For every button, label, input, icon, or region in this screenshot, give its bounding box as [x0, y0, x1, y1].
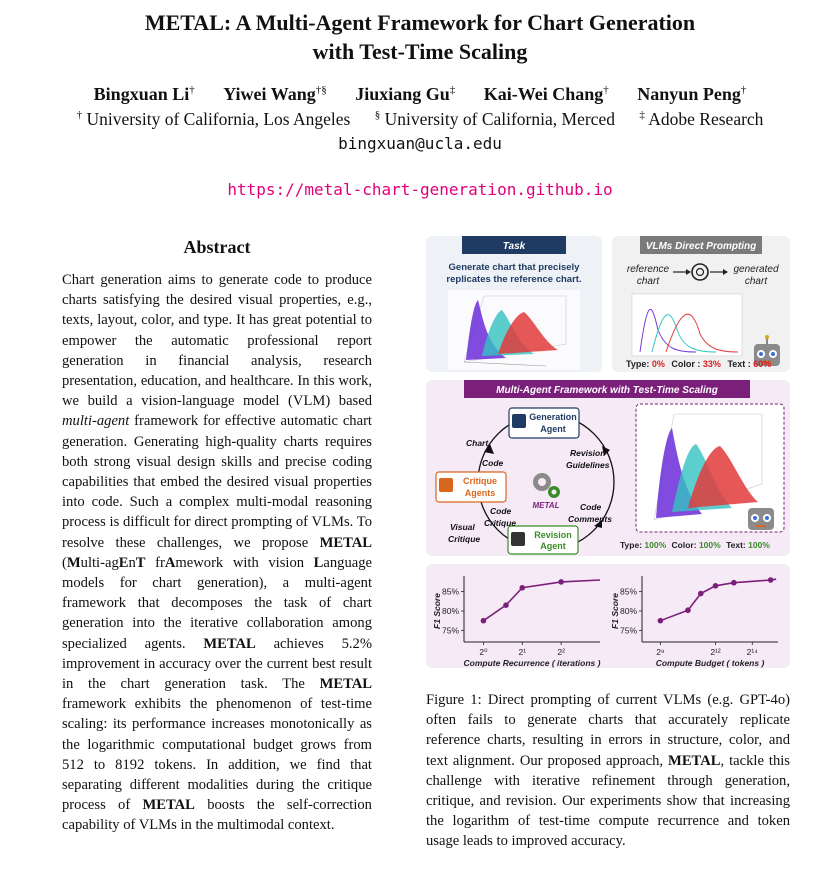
data-point [768, 577, 774, 583]
data-point [685, 607, 691, 613]
direct-label: VLMs Direct Prompting [645, 241, 757, 252]
revision-agent-robot-icon [511, 532, 525, 546]
generation-agent-robot-icon [512, 414, 526, 428]
title-line-2: with Test-Time Scaling [312, 39, 528, 64]
author: Jiuxiang Gu‡ [355, 84, 456, 104]
arrow-label-revision-guidelines-1: Revision [570, 448, 606, 458]
y-tick-label: 75% [441, 625, 459, 636]
generated-word: generated [733, 264, 779, 275]
arrow-label-code-comments-1: Code [580, 502, 602, 512]
x-tick-label: 2⁹ [656, 647, 665, 657]
affiliation: § University of California, Merced [374, 109, 615, 129]
metal-scores: Type: 100% Color: 100% Text: 100% [620, 540, 770, 550]
generation-agent-label-2: Agent [540, 424, 566, 434]
affiliation: † University of California, Los Angeles [76, 109, 351, 129]
data-point [558, 579, 564, 585]
generated-chart-image [632, 294, 742, 356]
framework-label: Multi-Agent Framework with Test-Time Scaling [496, 385, 718, 396]
x-tick-label: 2² [557, 647, 565, 657]
data-point [481, 618, 487, 624]
data-point [503, 602, 509, 608]
author-email[interactable]: bingxuan@ucla.edu [338, 134, 502, 153]
task-text-line1: Generate chart that precisely [448, 262, 580, 273]
y-tick-label: 80% [441, 606, 459, 616]
data-point [731, 580, 737, 586]
critique-agents-label-1: Critique [462, 476, 498, 486]
reference-chart-image [448, 290, 580, 370]
revision-agent-label-2: Agent [540, 541, 566, 551]
y-tick-label: 80% [619, 606, 637, 616]
author: Nanyun Peng† [637, 84, 747, 104]
author: Yiwei Wang†§ [223, 84, 327, 104]
title-line-1: : A Multi-Agent Framework for Chart Generation [223, 10, 696, 35]
y-tick-label: 85% [619, 586, 637, 597]
arrow-label-code-critique-2: Critique [484, 518, 517, 528]
robot-icon-2 [748, 508, 774, 530]
arrow-label-code: Code [482, 458, 504, 468]
critique-agent-robot-icon [439, 478, 453, 492]
data-point [698, 591, 704, 597]
x-tick-label: 2¹² [710, 647, 721, 657]
y-axis-label: F1 Score [610, 593, 620, 629]
generation-agent-label-1: Generation [529, 412, 577, 422]
data-point [658, 618, 664, 624]
abstract-text: Chart generation aims to generate code to produce charts satisfying the desired visual properties, e.g., texts, layout, color, and type. It has great potential to empower the automatic professional report generation in financial analysis, research presentation, education, and healthcare. In this work, we build a vision-language model (VLM) based multi-agent framework for effective automatic chart generation. Generating high-quality charts requires both strong visual design skills and precise coding capabilities that embed the desired visual properties into code. Such a complex multi-modal reasoning process is difficult for direct prompting of VLMs. To resolve these challenges, we propose METAL (Multi-agEnT frAmework with vision Language models for chart generation), a multi-agent framework that decomposes the task of chart generation into the iterative collaboration among specialized agents. METAL achieves 5.2% improvement in accuracy over the current best result in the chart generation task. The METAL framework exhibits the phenomenon of test-time scaling: its performance increases monotonically as the logarithmic computational budget grows from 512 to 8192 tokens. In addition, we find that separating different modalities during the critique process of METAL boosts the self-correction capability of VLMs in the multimodal context. [62, 272, 372, 834]
x-axis-label: Compute Budget ( tokens ) [655, 658, 765, 668]
direct-scores: Type: 0% Color : 33% Text : 60% [626, 359, 772, 369]
project-url-link[interactable]: https://metal-chart-generation.github.io [227, 180, 613, 199]
arrow-label-code-critique-1: Code [490, 506, 512, 516]
affiliation: ‡ Adobe Research [639, 109, 764, 129]
abstract-heading: Abstract [183, 237, 251, 257]
arrow-label-revision-guidelines-2: Guidelines [566, 460, 610, 470]
arrow-label-chart: Chart [466, 438, 489, 448]
affiliation-list [0, 109, 840, 130]
critique-agents-label-2: Agents [464, 488, 496, 498]
y-tick-label: 75% [619, 625, 637, 636]
chart-word: chart [636, 276, 660, 287]
arrow-label-visual-critique-1: Visual [450, 522, 475, 532]
chart-word-2: chart [744, 276, 768, 287]
author-list [0, 84, 840, 105]
data-point [519, 585, 525, 591]
task-text-line2: replicates the reference chart. [446, 274, 582, 285]
x-tick-label: 2¹ [518, 647, 527, 657]
x-tick-label: 2¹⁴ [746, 647, 758, 657]
author: Kai-Wei Chang† [483, 84, 609, 104]
figure-1-svg [426, 234, 792, 670]
arrow-label-visual-critique-2: Critique [448, 534, 481, 544]
reference-word: reference [626, 264, 670, 275]
x-tick-label: 2⁰ [479, 647, 488, 657]
metal-center-label: METAL [532, 501, 560, 510]
arrow-label-code-comments-2: Comments [568, 514, 612, 524]
data-point [713, 583, 719, 589]
x-axis-label: Compute Recurrence ( iterations ) [463, 658, 601, 668]
figure-1 [426, 234, 792, 670]
task-label: Task [502, 241, 526, 252]
y-tick-label: 85% [441, 586, 459, 597]
revision-agent-label-1: Revision [534, 530, 572, 540]
title-method-name: METAL [144, 10, 224, 35]
y-axis-label: F1 Score [432, 593, 442, 629]
figure-caption: Figure 1: Direct prompting of current VLMs (e.g. GPT-4o) often fails to generate charts that accurately replicate reference charts, resulting in errors in structure, color, and text alignment. Our proposed approach, METAL, tackle this challenge with iterative refinement through generation, critique, and revision. Our experiments show that increasing the logarithm of test-time compute recurrence and token usage leads to improved accuracy. [426, 692, 790, 850]
paper-title [0, 8, 840, 66]
author: Bingxuan Li† [93, 84, 195, 104]
